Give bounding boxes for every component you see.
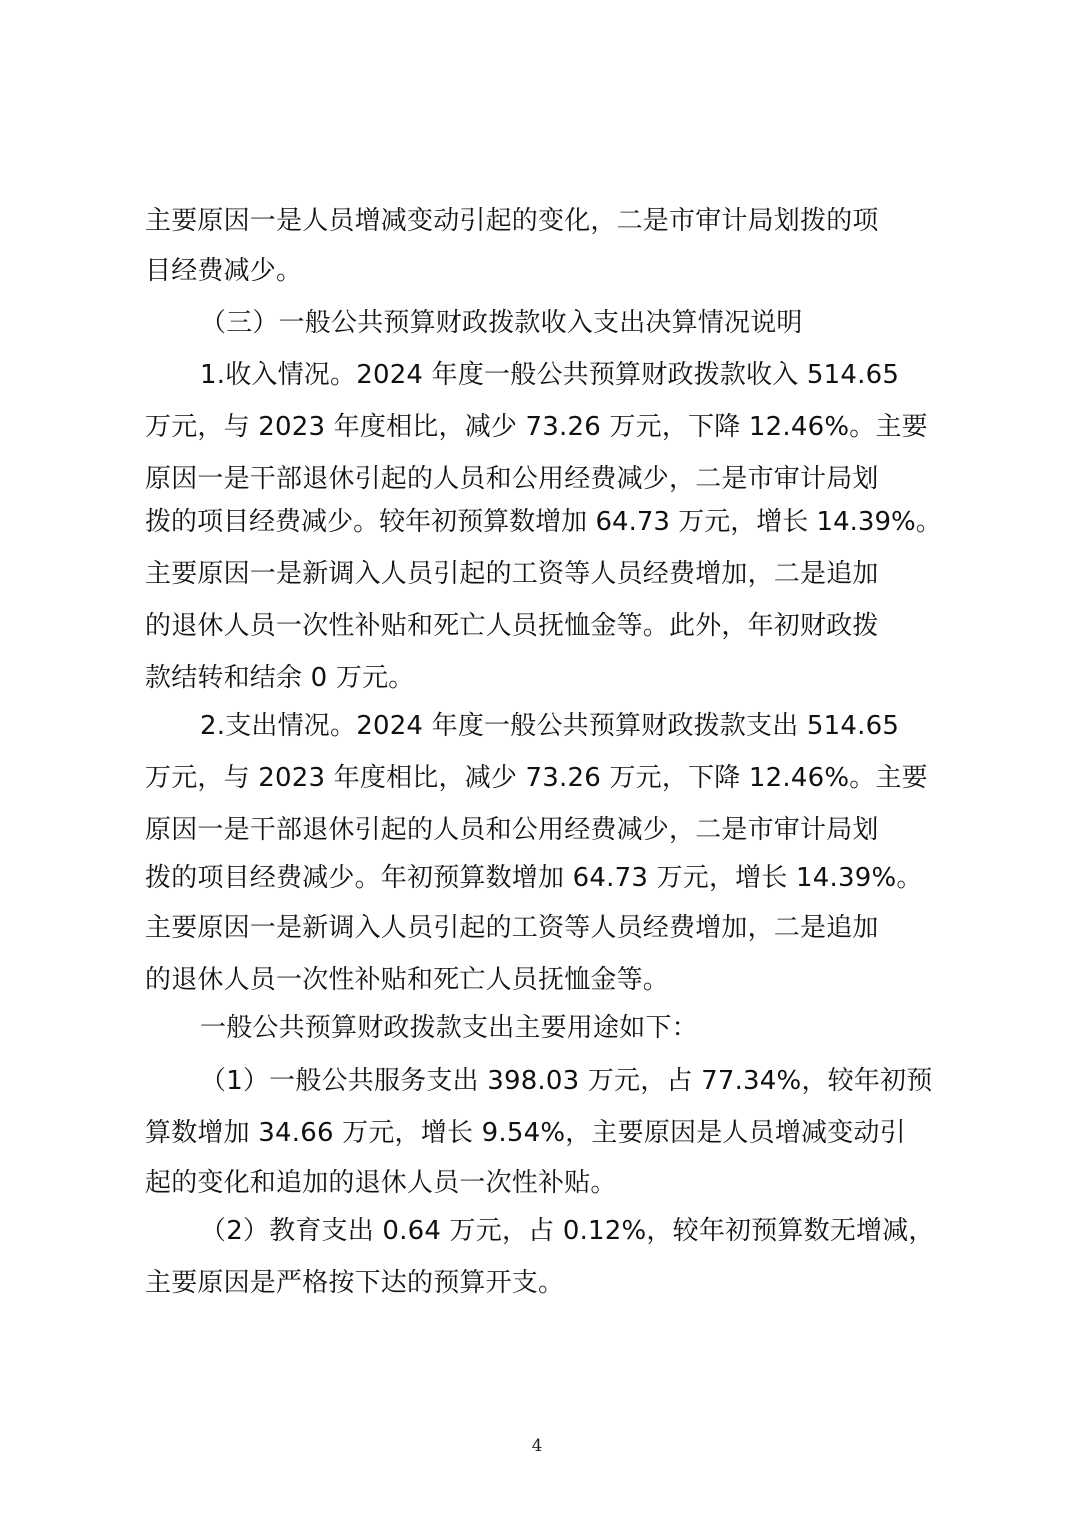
text-line: 主要原因一是新调入人员引起的工资等人员经费增加，二是追加 (145, 559, 879, 589)
text-line: 主要原因一是新调入人员引起的工资等人员经费增加，二是追加 (145, 913, 879, 943)
text-line: （1）一般公共服务支出 398.03 万元，占 77.34%，较年初预 (200, 1066, 933, 1096)
text-line: 款结转和结余 0 万元。 (145, 663, 415, 693)
text-line: 主要原因一是人员增减变动引起的变化，二是市审计局划拨的项 (145, 206, 879, 236)
section-heading: （三）一般公共预算财政拨款收入支出决算情况说明 (200, 308, 803, 338)
text-line: 的退休人员一次性补贴和死亡人员抚恤金等。此外，年初财政拨 (145, 611, 879, 641)
text-line: （2）教育支出 0.64 万元，占 0.12%，较年初预算数无增减， (200, 1216, 935, 1246)
text-line: 起的变化和追加的退休人员一次性补贴。 (145, 1168, 617, 1198)
text-line: 拨的项目经费减少。较年初预算数增加 64.73 万元，增长 14.39%。 (145, 507, 942, 537)
text-line: 万元，与 2023 年度相比，减少 73.26 万元，下降 12.46%。主要 (145, 412, 928, 442)
text-line: 目经费减少。 (145, 256, 303, 286)
text-line: 的退休人员一次性补贴和死亡人员抚恤金等。 (145, 965, 670, 995)
text-line: 算数增加 34.66 万元，增长 9.54%，主要原因是人员增减变动引 (145, 1118, 906, 1148)
text-line: 一般公共预算财政拨款支出主要用途如下： (200, 1013, 698, 1043)
text-line: 拨的项目经费减少。年初预算数增加 64.73 万元，增长 14.39%。 (145, 863, 923, 893)
text-line: 万元，与 2023 年度相比，减少 73.26 万元，下降 12.46%。主要 (145, 763, 928, 793)
text-line: 1.收入情况。2024 年度一般公共预算财政拨款收入 514.65 (200, 360, 900, 390)
text-line: 2.支出情况。2024 年度一般公共预算财政拨款支出 514.65 (200, 711, 900, 741)
text-line: 原因一是干部退休引起的人员和公用经费减少，二是市审计局划 (145, 815, 879, 845)
text-line: 原因一是干部退休引起的人员和公用经费减少，二是市审计局划 (145, 464, 879, 494)
text-line: 主要原因是严格按下达的预算开支。 (145, 1268, 565, 1298)
page-number: 4 (531, 1436, 543, 1456)
